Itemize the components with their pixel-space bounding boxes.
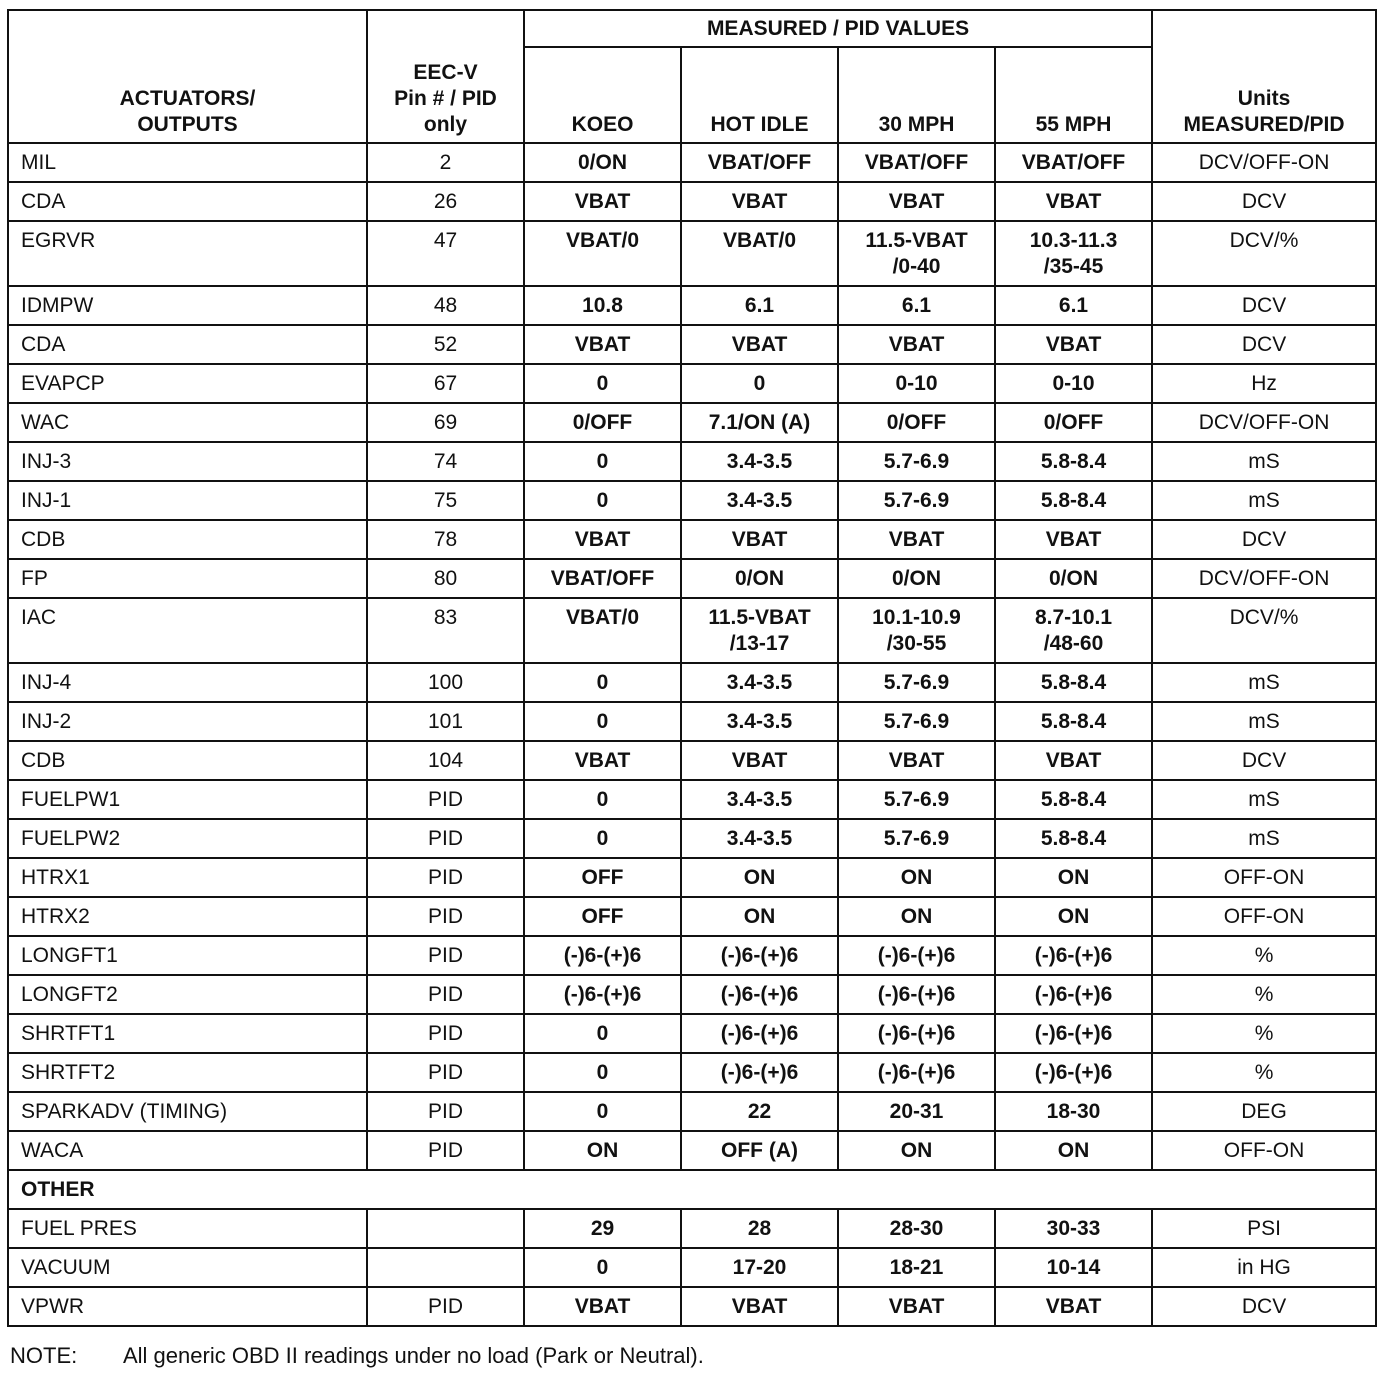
units-value: mS: [1152, 819, 1376, 858]
hot-idle-value: 3.4-3.5: [681, 702, 838, 741]
30-mph-value: ON: [838, 1131, 995, 1170]
table-row: [8, 598, 1376, 663]
footnote: [10, 1343, 704, 1369]
30-mph-value: 28-30: [838, 1209, 995, 1248]
table-row: [8, 286, 1376, 325]
units-value: DCV: [1152, 1287, 1376, 1326]
koeo-value: 0: [524, 442, 681, 481]
actuator-name: INJ-1: [8, 481, 367, 520]
table-row: [8, 1248, 1376, 1287]
table-row: [8, 663, 1376, 702]
table-row: [8, 741, 1376, 780]
units-value: DCV: [1152, 520, 1376, 559]
table-row: [8, 1014, 1376, 1053]
koeo-value: VBAT: [524, 1287, 681, 1326]
units-value: Hz: [1152, 364, 1376, 403]
units-value: DCV/OFF-ON: [1152, 559, 1376, 598]
actuator-name: SPARKADV (TIMING): [8, 1092, 367, 1131]
30-mph-value: (-)6-(+)6: [838, 1053, 995, 1092]
table-row: [8, 1053, 1376, 1092]
koeo-value: ON: [524, 1131, 681, 1170]
55-mph-value: 5.8-8.4: [995, 663, 1152, 702]
55-mph-value: 8.7-10.1 /48-60: [995, 598, 1152, 663]
hot-idle-value: 3.4-3.5: [681, 663, 838, 702]
pin-number: 67: [367, 364, 524, 403]
pin-number: 83: [367, 598, 524, 663]
header-koeo: KOEO: [524, 47, 681, 143]
pin-number: PID: [367, 1053, 524, 1092]
koeo-value: 10.8: [524, 286, 681, 325]
hot-idle-value: VBAT: [681, 182, 838, 221]
actuator-name: EVAPCP: [8, 364, 367, 403]
header-pin: EEC-V Pin # / PID only: [367, 10, 524, 143]
55-mph-value: 5.8-8.4: [995, 702, 1152, 741]
table-row: [8, 975, 1376, 1014]
table-row: [8, 143, 1376, 182]
koeo-value: OFF: [524, 897, 681, 936]
units-value: mS: [1152, 702, 1376, 741]
header-30-mph: 30 MPH: [838, 47, 995, 143]
hot-idle-value: 3.4-3.5: [681, 819, 838, 858]
header-55-mph: 55 MPH: [995, 47, 1152, 143]
pin-number: 104: [367, 741, 524, 780]
hot-idle-value: 3.4-3.5: [681, 442, 838, 481]
actuator-name: INJ-3: [8, 442, 367, 481]
units-value: PSI: [1152, 1209, 1376, 1248]
units-value: DCV/OFF-ON: [1152, 143, 1376, 182]
table-row: [8, 780, 1376, 819]
hot-idle-value: OFF (A): [681, 1131, 838, 1170]
pin-number: 80: [367, 559, 524, 598]
table-row: [8, 481, 1376, 520]
units-value: DCV/%: [1152, 598, 1376, 663]
actuator-name: FUEL PRES: [8, 1209, 367, 1248]
hot-idle-value: 28: [681, 1209, 838, 1248]
pin-number: PID: [367, 1131, 524, 1170]
pin-number: 75: [367, 481, 524, 520]
koeo-value: 0: [524, 364, 681, 403]
55-mph-value: VBAT: [995, 520, 1152, 559]
actuator-name: CDA: [8, 325, 367, 364]
30-mph-value: 0/OFF: [838, 403, 995, 442]
table-row: [8, 1092, 1376, 1131]
koeo-value: VBAT/0: [524, 598, 681, 663]
actuator-name: CDB: [8, 741, 367, 780]
hot-idle-value: VBAT/OFF: [681, 143, 838, 182]
55-mph-value: 6.1: [995, 286, 1152, 325]
actuator-name: LONGFT1: [8, 936, 367, 975]
hot-idle-value: VBAT: [681, 520, 838, 559]
55-mph-value: 0-10: [995, 364, 1152, 403]
hot-idle-value: VBAT: [681, 741, 838, 780]
pin-number: 2: [367, 143, 524, 182]
30-mph-value: VBAT/OFF: [838, 143, 995, 182]
koeo-value: 0: [524, 481, 681, 520]
pin-number: [367, 1248, 524, 1287]
55-mph-value: 10.3-11.3 /35-45: [995, 221, 1152, 286]
actuator-name: WACA: [8, 1131, 367, 1170]
30-mph-value: VBAT: [838, 741, 995, 780]
30-mph-value: ON: [838, 858, 995, 897]
30-mph-value: 5.7-6.9: [838, 780, 995, 819]
units-value: mS: [1152, 481, 1376, 520]
55-mph-value: 0/OFF: [995, 403, 1152, 442]
note-label: NOTE:: [10, 1343, 78, 1368]
55-mph-value: ON: [995, 1131, 1152, 1170]
koeo-value: VBAT: [524, 741, 681, 780]
units-value: mS: [1152, 780, 1376, 819]
koeo-value: 0: [524, 702, 681, 741]
koeo-value: 0/OFF: [524, 403, 681, 442]
30-mph-value: 0/ON: [838, 559, 995, 598]
actuator-name: MIL: [8, 143, 367, 182]
table-row: [8, 819, 1376, 858]
pin-number: 78: [367, 520, 524, 559]
pin-number: 47: [367, 221, 524, 286]
30-mph-value: 5.7-6.9: [838, 663, 995, 702]
koeo-value: 29: [524, 1209, 681, 1248]
55-mph-value: 10-14: [995, 1248, 1152, 1287]
koeo-value: 0: [524, 1248, 681, 1287]
table-row: [8, 559, 1376, 598]
pin-number: 74: [367, 442, 524, 481]
hot-idle-value: 22: [681, 1092, 838, 1131]
header-units: Units MEASURED/PID: [1152, 10, 1376, 143]
actuator-name: FUELPW1: [8, 780, 367, 819]
other-section-row: [8, 1170, 1376, 1209]
55-mph-value: (-)6-(+)6: [995, 1053, 1152, 1092]
note-text: All generic OBD II readings under no load (Park or Neutral).: [123, 1343, 704, 1368]
table-row: [8, 325, 1376, 364]
hot-idle-value: VBAT/0: [681, 221, 838, 286]
other-section-label: OTHER: [8, 1170, 1376, 1209]
pin-number: 48: [367, 286, 524, 325]
30-mph-value: 5.7-6.9: [838, 481, 995, 520]
table-row: [8, 1131, 1376, 1170]
30-mph-value: 5.7-6.9: [838, 819, 995, 858]
hot-idle-value: VBAT: [681, 1287, 838, 1326]
units-value: DCV: [1152, 182, 1376, 221]
units-value: DCV: [1152, 325, 1376, 364]
table-row: [8, 221, 1376, 286]
30-mph-value: VBAT: [838, 182, 995, 221]
actuator-name: FP: [8, 559, 367, 598]
hot-idle-value: 7.1/ON (A): [681, 403, 838, 442]
30-mph-value: VBAT: [838, 520, 995, 559]
30-mph-value: 11.5-VBAT /0-40: [838, 221, 995, 286]
55-mph-value: ON: [995, 858, 1152, 897]
actuator-name: IDMPW: [8, 286, 367, 325]
55-mph-value: 0/ON: [995, 559, 1152, 598]
pid-values-table: [7, 9, 1377, 1327]
30-mph-value: 10.1-10.9 /30-55: [838, 598, 995, 663]
30-mph-value: 5.7-6.9: [838, 442, 995, 481]
actuator-name: SHRTFT1: [8, 1014, 367, 1053]
hot-idle-value: (-)6-(+)6: [681, 936, 838, 975]
koeo-value: VBAT/OFF: [524, 559, 681, 598]
koeo-value: 0: [524, 1053, 681, 1092]
hot-idle-value: (-)6-(+)6: [681, 975, 838, 1014]
koeo-value: 0/ON: [524, 143, 681, 182]
header-row-top: [8, 10, 1376, 47]
55-mph-value: 5.8-8.4: [995, 780, 1152, 819]
30-mph-value: VBAT: [838, 1287, 995, 1326]
pin-number: PID: [367, 897, 524, 936]
55-mph-value: 5.8-8.4: [995, 481, 1152, 520]
pin-number: PID: [367, 780, 524, 819]
30-mph-value: ON: [838, 897, 995, 936]
koeo-value: 0: [524, 1014, 681, 1053]
table-row: [8, 702, 1376, 741]
units-value: DEG: [1152, 1092, 1376, 1131]
55-mph-value: 5.8-8.4: [995, 442, 1152, 481]
actuator-name: HTRX1: [8, 858, 367, 897]
55-mph-value: (-)6-(+)6: [995, 975, 1152, 1014]
units-value: %: [1152, 936, 1376, 975]
units-value: OFF-ON: [1152, 858, 1376, 897]
hot-idle-value: 3.4-3.5: [681, 481, 838, 520]
actuator-name: IAC: [8, 598, 367, 663]
30-mph-value: 0-10: [838, 364, 995, 403]
units-value: %: [1152, 1053, 1376, 1092]
header-actuators: ACTUATORS/ OUTPUTS: [8, 10, 367, 143]
table-row: [8, 1209, 1376, 1248]
units-value: in HG: [1152, 1248, 1376, 1287]
actuator-name: INJ-4: [8, 663, 367, 702]
30-mph-value: 20-31: [838, 1092, 995, 1131]
header-hot-idle: HOT IDLE: [681, 47, 838, 143]
pin-number: PID: [367, 1287, 524, 1326]
pin-number: 52: [367, 325, 524, 364]
table-row: [8, 897, 1376, 936]
55-mph-value: VBAT: [995, 741, 1152, 780]
header-measured-group: MEASURED / PID VALUES: [524, 10, 1152, 47]
pin-number: PID: [367, 858, 524, 897]
pin-number: PID: [367, 1014, 524, 1053]
55-mph-value: ON: [995, 897, 1152, 936]
koeo-value: 0: [524, 819, 681, 858]
actuator-name: CDB: [8, 520, 367, 559]
actuator-name: FUELPW2: [8, 819, 367, 858]
pin-number: 100: [367, 663, 524, 702]
30-mph-value: 18-21: [838, 1248, 995, 1287]
koeo-value: VBAT: [524, 520, 681, 559]
hot-idle-value: VBAT: [681, 325, 838, 364]
actuator-name: INJ-2: [8, 702, 367, 741]
table-row: [8, 520, 1376, 559]
55-mph-value: (-)6-(+)6: [995, 936, 1152, 975]
30-mph-value: (-)6-(+)6: [838, 975, 995, 1014]
koeo-value: VBAT: [524, 182, 681, 221]
actuator-name: WAC: [8, 403, 367, 442]
koeo-value: (-)6-(+)6: [524, 936, 681, 975]
55-mph-value: 30-33: [995, 1209, 1152, 1248]
hot-idle-value: 0: [681, 364, 838, 403]
units-value: %: [1152, 1014, 1376, 1053]
55-mph-value: VBAT/OFF: [995, 143, 1152, 182]
30-mph-value: 5.7-6.9: [838, 702, 995, 741]
55-mph-value: (-)6-(+)6: [995, 1014, 1152, 1053]
table-row: [8, 858, 1376, 897]
pin-number: 101: [367, 702, 524, 741]
table-row: [8, 936, 1376, 975]
koeo-value: VBAT/0: [524, 221, 681, 286]
actuator-name: CDA: [8, 182, 367, 221]
pin-number: PID: [367, 819, 524, 858]
actuator-name: LONGFT2: [8, 975, 367, 1014]
55-mph-value: VBAT: [995, 182, 1152, 221]
hot-idle-value: 3.4-3.5: [681, 780, 838, 819]
30-mph-value: (-)6-(+)6: [838, 936, 995, 975]
55-mph-value: VBAT: [995, 1287, 1152, 1326]
units-value: DCV/OFF-ON: [1152, 403, 1376, 442]
actuator-name: SHRTFT2: [8, 1053, 367, 1092]
hot-idle-value: (-)6-(+)6: [681, 1053, 838, 1092]
units-value: %: [1152, 975, 1376, 1014]
koeo-value: 0: [524, 663, 681, 702]
hot-idle-value: 0/ON: [681, 559, 838, 598]
hot-idle-value: 17-20: [681, 1248, 838, 1287]
units-value: DCV: [1152, 286, 1376, 325]
actuator-name: EGRVR: [8, 221, 367, 286]
units-value: OFF-ON: [1152, 1131, 1376, 1170]
pin-number: [367, 1209, 524, 1248]
units-value: DCV: [1152, 741, 1376, 780]
pin-number: 69: [367, 403, 524, 442]
koeo-value: VBAT: [524, 325, 681, 364]
pin-number: 26: [367, 182, 524, 221]
koeo-value: (-)6-(+)6: [524, 975, 681, 1014]
pin-number: PID: [367, 936, 524, 975]
30-mph-value: (-)6-(+)6: [838, 1014, 995, 1053]
30-mph-value: 6.1: [838, 286, 995, 325]
hot-idle-value: ON: [681, 897, 838, 936]
koeo-value: 0: [524, 1092, 681, 1131]
55-mph-value: VBAT: [995, 325, 1152, 364]
hot-idle-value: 6.1: [681, 286, 838, 325]
table-body: [8, 143, 1376, 1326]
table-row: [8, 403, 1376, 442]
units-value: mS: [1152, 663, 1376, 702]
hot-idle-value: ON: [681, 858, 838, 897]
pin-number: PID: [367, 1092, 524, 1131]
koeo-value: OFF: [524, 858, 681, 897]
units-value: OFF-ON: [1152, 897, 1376, 936]
hot-idle-value: (-)6-(+)6: [681, 1014, 838, 1053]
pin-number: PID: [367, 975, 524, 1014]
table-row: [8, 182, 1376, 221]
hot-idle-value: 11.5-VBAT /13-17: [681, 598, 838, 663]
table-row: [8, 1287, 1376, 1326]
55-mph-value: 5.8-8.4: [995, 819, 1152, 858]
actuator-name: HTRX2: [8, 897, 367, 936]
55-mph-value: 18-30: [995, 1092, 1152, 1131]
units-value: DCV/%: [1152, 221, 1376, 286]
actuator-name: VACUUM: [8, 1248, 367, 1287]
table-row: [8, 364, 1376, 403]
units-value: mS: [1152, 442, 1376, 481]
table-row: [8, 442, 1376, 481]
actuator-name: VPWR: [8, 1287, 367, 1326]
30-mph-value: VBAT: [838, 325, 995, 364]
koeo-value: 0: [524, 780, 681, 819]
